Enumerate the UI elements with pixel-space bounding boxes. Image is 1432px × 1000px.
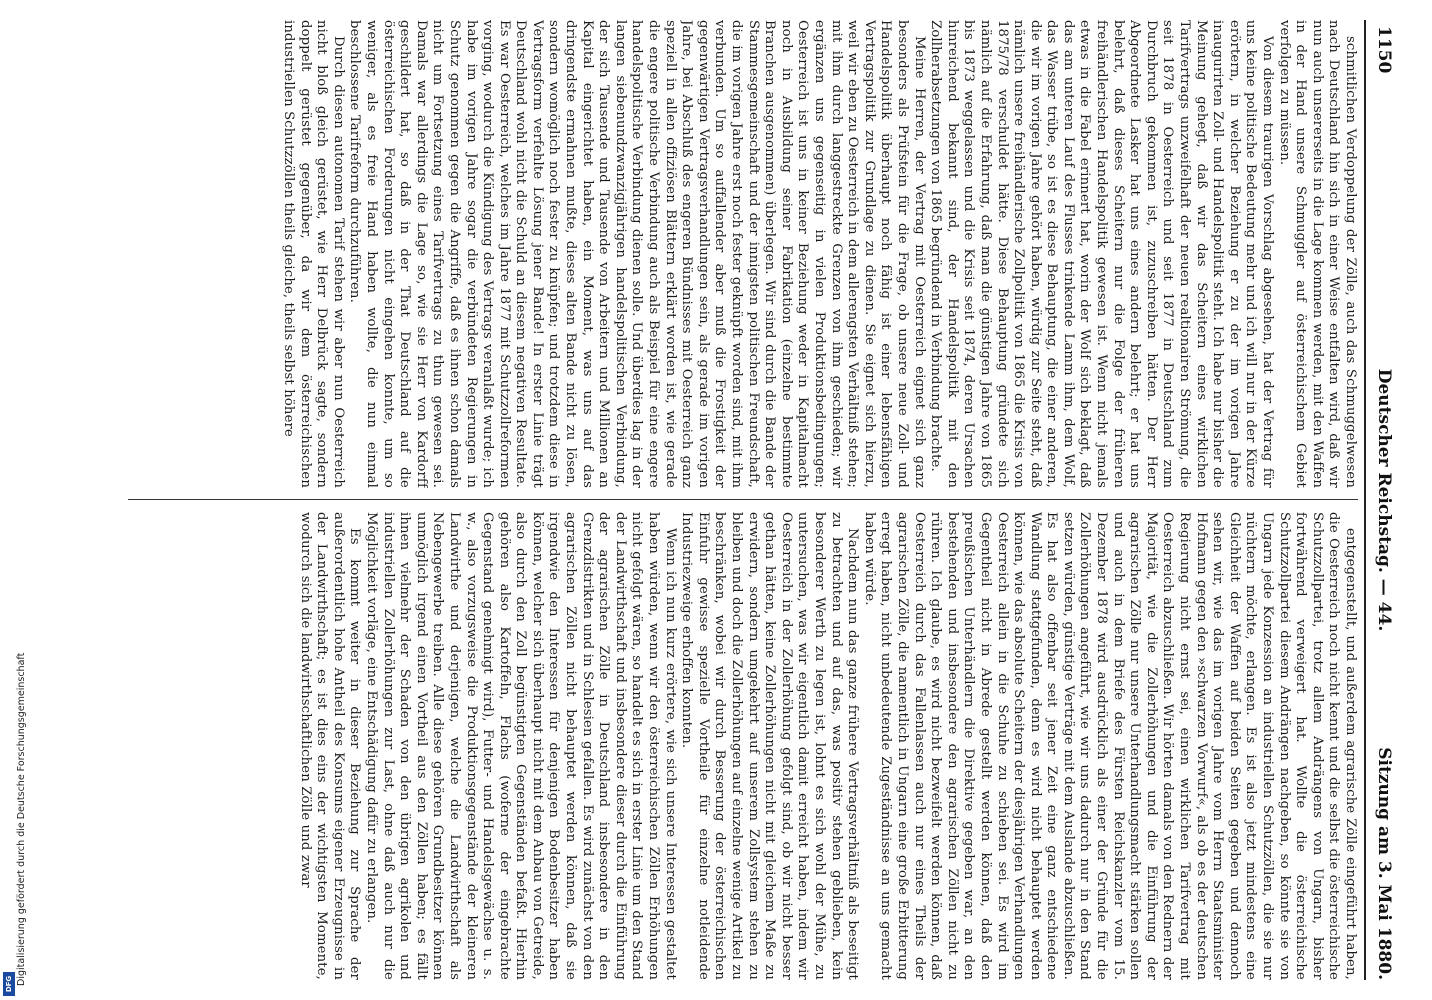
paragraph: Wenn ich nun kurz erörtere, wie sich unsere Interessen gestaltet haben würden, wenn wir den österreichischen Zöllen Erhöhungen nicht gefolgt wären, so handelt es sich in erster Linie um den Stand der Landwirthschaft und insbesondere dieser durch die Einführung der agrarischen Zölle in Deutschland insbesondere in den Grenzdistrikten und in Schlesien gefallen. Es wird zunächst von den agrarischen Zöllen nicht behauptet werden können, daß sie irgendwie den Interessen für denjenigen Bodenbesitzer haben können, welcher sich überhaupt nicht mit dem Anbau von Getreide, also durch den Zoll begünstigten Gegenständen befaßt. Hierhin gehören also Kartoffeln, Flachs (woferne der eingebrachte Gegenstand genehmigt wird), Futter- und Handelsgewächse u. s. w., also vorzugsweise die Produktionsgegenstände der kleineren Landwirthe und derjenigen, welche die Landwirthschaft als Nebengewerbe treiben. Alle diese gehören Grundbesitzer können unmöglich irgend einen Vortheil aus den Zöllen haben; es fällt ihnen vielmehr der Schaden von den übrigen agrikolen und industriellen Zollerhöhungen zur Last, ohne daß auch nur die Möglichkeit vorläge, eine Entschädigung dafür zu erlangen. (363, 512, 678, 980)
page-number: 1150 (1374, 26, 1394, 74)
running-title: Deutscher Reichstag. — 44. (1374, 368, 1394, 632)
paragraph: Nachdem nun das ganze frühere Vertragsverhältniß als beseitigt zu betrachten und auf das, was positiv stehen geblieben, kein besonderer Werth zu legen ist, lohnt es sich wohl der Mühe, zu untersuchen, was wir eigentlich damit erreicht haben, indem wir Oesterreich in der Zollerhöhung gefolgt sind, ob wir nicht besser gethan hätten, keine Zollerhöhungen nicht mit gleichem Maße zu erwidern, sondern umgekehrt auf unserem Zollsystem stehen zu bleiben und doch die Zollerhöhungen auf einzelne wenige Artikel zu beschränken, wobei wir durch Besserung der österreichischen Einfuhr gewisse spezielle Vortheile für einzelne notleidende Industriezweige erhoffen konnten. (679, 512, 861, 980)
digitisation-credit (2, 0, 27, 1000)
session-date: Sitzung am 3. Mai 1880. (1374, 747, 1394, 980)
paragraph: Meine Herren, der Vertrag mit Oesterreich eignet sich ganz besonders als Prüfstein für die Frage, ob unsere neue Zoll- und Handelspolitik überhaupt noch fähig ist einer lebensfähigen Vertragspolitik zur Grundlage zu dienen. Sie eignet sich hierzu, weil wir eben zu Oesterreich in dem allerengsten Verhältniß stehen; mit ihm durch langgestreckte Grenzen von ihm geschieden; wir ergänzen uns gegenseitig in vielen Produktionsbedingungen; Oesterreich ist uns in keiner Beziehung weder in Kapitalmacht noch in Ausbildung seiner Fabrikation (einzelne bestimmte Branchen ausgenommen) überlegen. Wir sind durch die Bande der Stammesgemeinschaft und der innigsten politischen Freundschaft, die im vorigen Jahre erst noch fester geknüpft worden sind, mit ihm verbunden. Um so auffallender aber muß die Frostigkeit der gegenwärtigen Vertragsverhandlungen sein, als gerade im vorigen Jahre, bei Abschluß des engeren Bündnisses mit Oesterreich ganz speziell in allen offiziösen Blättern erklärt worden ist, wie gerade die engere politische Verbindung auch als Beispiel für eine engere handelspolitische Verbindung dienen solle. Und überdies lag in der langen siebenundzwanzigjährigen handelspolitischen Verbindung, der sich Tausende und Tausende von Arbeitern und Millionen an Kapital eingerichtet haben, ein Moment, was uns auf das dringendste ermahnen mußte, dieses alten Bande nicht zu lösen, sondern womöglich noch fester zu knüpfen; und trotzdem diese in Vertragsform verfehlte Lösung jener Bande! In erster Linie trägt Deutschland wohl nicht die Schuld an diesem negativen Resultate. Es war Oesterreich, welches im Jahre 1877 mit Schutzzollreformen vorging, wodurch die Kündigung des Vertrags veranlaßt wurde; ich habe im vorigen Jahre sogar die verbündeten Regierungen in Schutz genommen gegen die Angriffe, daß es ihnen schon damals nicht um Fortsetzung eines Tarifvertrags zu thun gewesen sei. Damals war allerdings die Lage so, wie sie Herr von Kardorff geschildert hat, so daß in der That Deutschland auf die österreichischen Forderungen nicht eingehen konnte, um so weniger, als es freie Hand haben wollte, die nun einmal beschlossene Tarifreform durchzuführen. (347, 20, 927, 488)
paragraph: entgegenstellt, und außerdem agrarische Zölle eingeführt haben, die Oesterreich noch nicht kennt und die selbst die österreichische Schutzzollpartei, trotz allem Andrängens von Ungarn, bisher fortwährend verweigert hat. Wollte die österreichische Schutzzollpartei diesem Andrängen nachgeben, so könnte sie von Ungarn jede Konzession an industriellen Schutzzöllen, die sie nur nüchtern möchte, erlangen. Es ist also jetzt mindestens eine Gleichheit der Waffen auf beiden Seiten gegeben und dennoch sehen wir, wie das im vorigen Jahre vom Herrn Staatsminister Hofmann gegen den »schwarzen Vorwurf«, als ob es der deutschen Regierung nicht ernst sei, einen wirklichen Tarifvertrag mit Oesterreich abzuschließen. Wir hörten damals von den Rednern der Majorität, wie die Zollerhöhungen und die Einführung der agrarischen Zölle nur unsere Unterhandlungsmacht stärken sollen und auch in dem Briefe des Fürsten Reichskanzler vom 15. Dezember 1878 wird ausdrücklich als einer der Gründe für die Zollerhöhungen angeführt, wie wir uns dadurch nur in den Stand setzen würden, günstige Verträge mit dem Auslande abzuschließen. Es hat also offenbar seit jener Zeit eine ganz entschiedene Wandlung stattgefunden, denn es wird nicht behauptet werden können, wie das absolute Scheitern der diesjährigen Verhandlungen Oesterreich allein in die Schuhe zu schieben sei. Es wird im Gegentheil nicht in Abrede gestellt werden können, daß den preußischen Unterhändlern die Direktive gegeben war, an den bestehenden und insbesondere den agrarischen Zöllen nicht zu rühren. Ich glaube, es wird nicht bezweifelt werden können, daß Oesterreich durch das Fallenlassen auch nur eines Theils der agrarischen Zölle, die namentlich in Ungarn eine große Erbitterung erregt haben, nicht unbedeutende Zugeständnisse an uns gemacht haben würde. (861, 512, 1358, 980)
paragraph: Es kommt weiter in dieser Beziehung zur Sprache der außerordentlich hohe Antheil des Konsums eigener Erzeugnisse in der Landwirthschaft; es ist dies eins der wichtigsten Momente, wodurch sich die landwirthschaftlichen Zölle und zwar (297, 512, 363, 980)
header-rule (1364, 20, 1366, 980)
dfg-logo-text: DFG (5, 975, 13, 993)
page-header (1362, 20, 1402, 980)
column-divider (128, 499, 1358, 500)
right-column (118, 512, 1358, 980)
credit-text: Digitalisierung gefördert durch die Deutsche Forschungsgemeinschaft (16, 652, 27, 986)
paragraph: Von diesem traurigen Vorschlag abgesehen, hat der Vertrag für uns keine politische Bedeutung mehr und ich will nur in der Kürze erörtern, in welcher Beziehung er zu der im vorigen Jahre inaugurirten Zoll- und Handelspolitik steht. Ich habe nur bisher die Meinung gehegt, daß wir das Scheitern eines wirklichen Tarifvertrags unzweifelhaft der neuen realtionairen Strömung, die seit 1878 in Oesterreich und seit 1877 in Deutschland zum Durchbruch gekommen ist, zuzuschreiben hätten. Der Herr Abgeordnete Lasker hat uns eines andern belehrt; er hat uns belehrt, daß dieses Scheitern nur die Folge der früheren freihändlerischen Handelspolitik gewesen ist. Wenn nicht jemals etwas in die Fabel erinnert hat, worin der Wolf sich beklagt, daß das am unteren Lauf des Flusses trinkende Lamm ihm, dem Wolf, das Wasser trübe, so ist es diese Behauptung, die einer anderen, die wir im vorigen Jahre gehört haben, würdig zur Seite steht, daß nämlich unsere freihändlerische Zollpolitik von 1865 die Krisis von 1875/78 verschuldet hätte. Diese Behauptung gründete sich nämlich auf die Erfahrung, daß man die günstigen Jahre von 1865 bis 1873 weggelassen und die Krisis seit 1874, deren Ursachen hinreichend bekannt sind, der Handelspolitik mit den Zollherabsetzungen von 1865 begründend in Verbindung brachte. (928, 20, 1276, 488)
dfg-logo (3, 972, 15, 996)
paragraph: schmitlichen Verdoppelung der Zölle, auch das Schmuggelwesen nach Deutschland hin sich in einer Weise entfalten wird, daß wir nun auch unsererseits in die Lage kommen werden, mit den Waffen in der Hand unsere Schmuggler auf österreichischem Gebiet verfolgen zu müssen. (1276, 20, 1358, 488)
paragraph: Durch diesen autonomen Tarif stehen wir aber nun Oesterreich nicht bloß gleich gerüstet, wie Herr Delbrück sagte, sondern doppelt gerüstet gegenüber, da wir dem österreichischen industriellen Schutzzöllen theils gleiche, theils selbst höhere (281, 20, 346, 488)
rotated-page-frame (112, 20, 1402, 980)
left-column (118, 20, 1358, 488)
